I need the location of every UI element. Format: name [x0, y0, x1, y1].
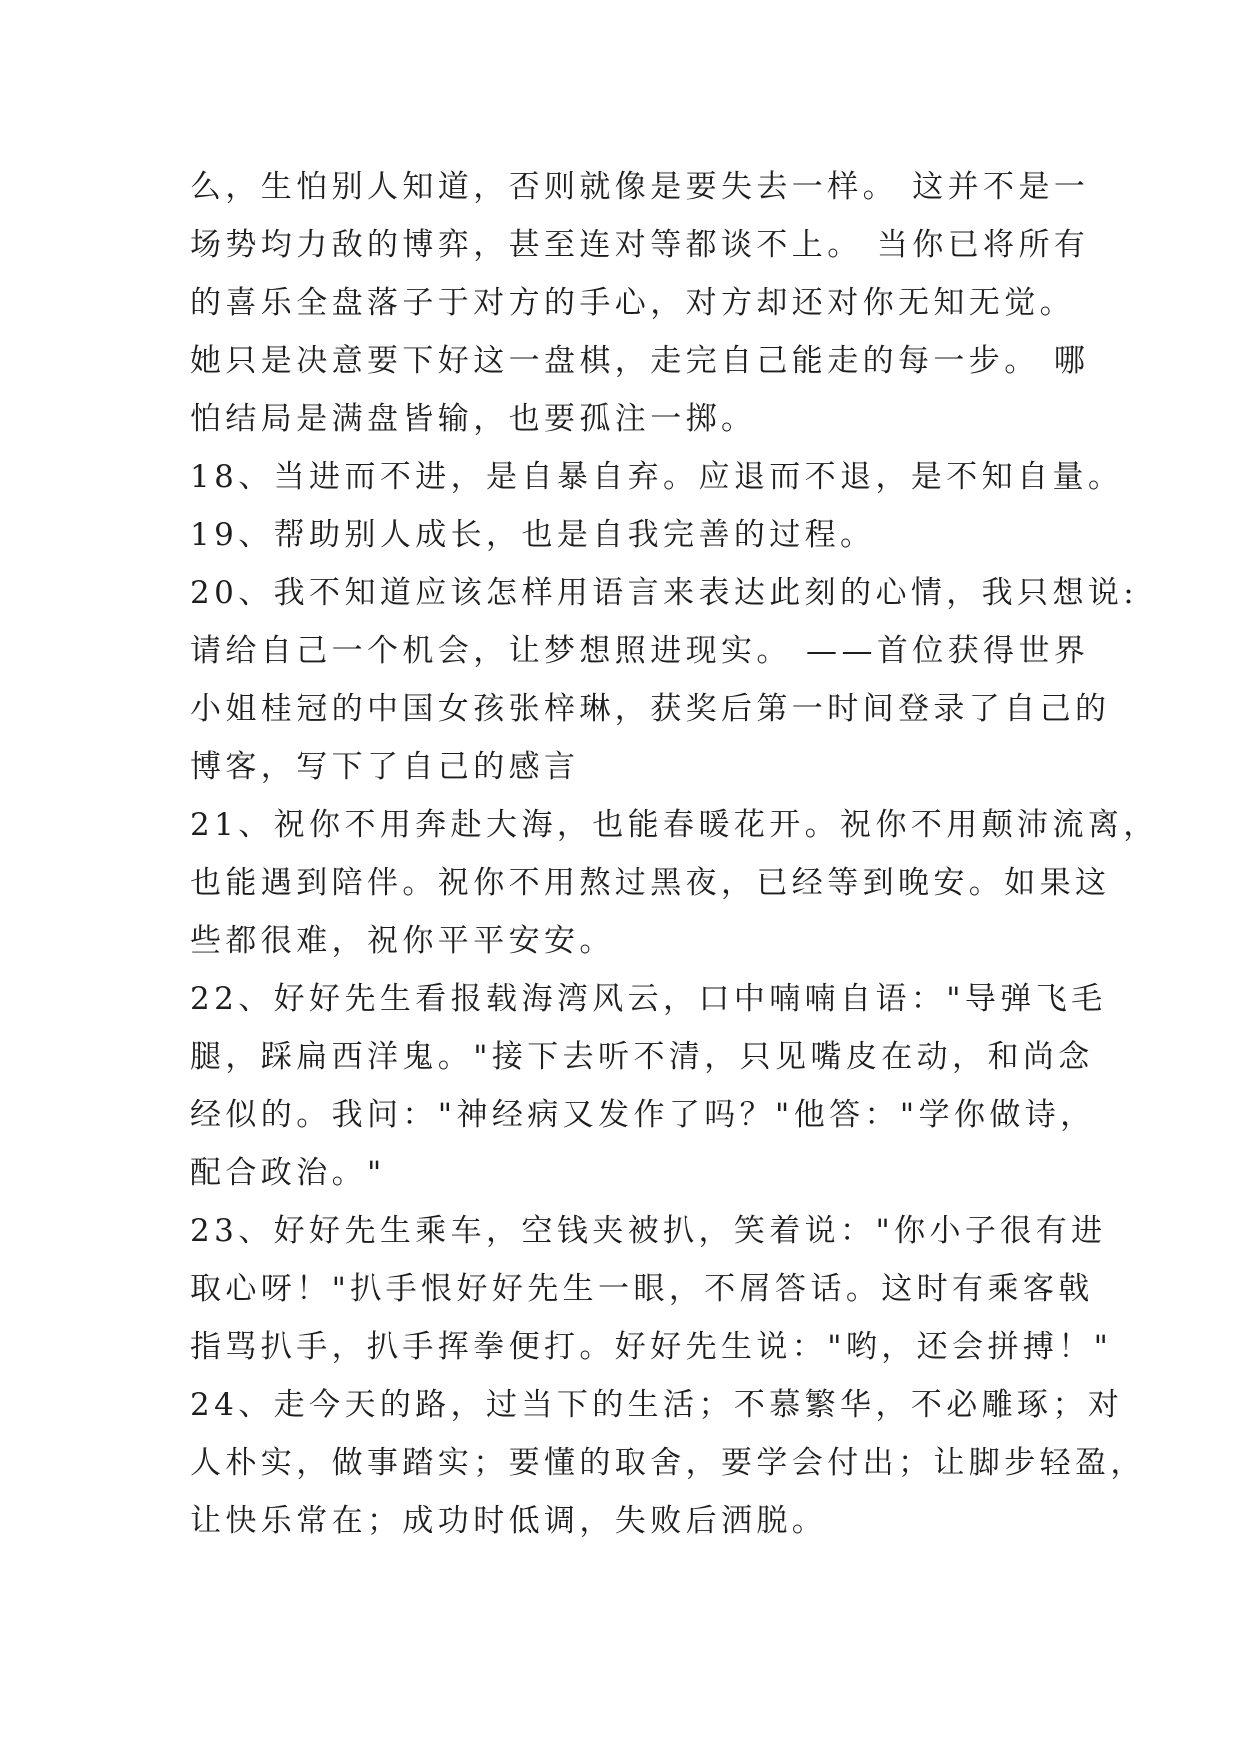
text-line: 指骂扒手，扒手挥拳便打。好好先生说："哟，还会拼搏！": [190, 1329, 1113, 1365]
text-line: 博客，写下了自己的感言: [190, 749, 580, 785]
text-line: 也能遇到陪伴。祝你不用熬过黑夜，已经等到晚安。如果这: [190, 865, 1111, 901]
text-line: 20、我不知道应该怎样用语言来表达此刻的心情，我只想说:: [190, 575, 1139, 611]
text-line: 23、好好先生乘车，空钱夹被扒，笑着说："你小子很有进: [190, 1213, 1107, 1249]
text-line: 21、祝你不用奔赴大海，也能春暖花开。祝你不用颠沛流离，: [190, 807, 1159, 843]
text-line: 些都很难，祝你平平安安。: [190, 923, 615, 959]
text-line: 22、好好先生看报载海湾风云，口中喃喃自语："导弹飞毛: [190, 981, 1107, 1017]
text-line: 腿，踩扁西洋鬼。"接下去听不清，只见嘴皮在动，和尚念: [190, 1039, 1094, 1075]
text-line: 么，生怕别人知道，否则就像是要失去一样。 这并不是一: [190, 169, 1090, 205]
text-line: 小姐桂冠的中国女孩张梓琳，获奖后第一时间登录了自己的: [190, 691, 1111, 727]
text-line: 请给自己一个机会，让梦想照进现实。 ——首位获得世界: [190, 633, 1090, 669]
text-line: 经似的。我问："神经病又发作了吗？"他答："学你做诗，: [190, 1097, 1096, 1133]
text-line: 18、当进而不进，是自暴自弃。应退而不退，是不知自量。: [190, 459, 1124, 495]
text-line: 她只是决意要下好这一盘棋，走完自己能走的每一步。 哪: [190, 343, 1090, 379]
text-line: 取心呀！"扒手恨好好先生一眼，不屑答话。这时有乘客戟: [190, 1271, 1094, 1307]
document-body: [190, 158, 1159, 1550]
text-line: 的喜乐全盘落子于对方的手心，对方却还对你无知无觉。: [190, 285, 1075, 321]
text-line: 场势均力敌的博弈，甚至连对等都谈不上。 当你已将所有: [190, 227, 1090, 263]
text-line: 人朴实，做事踏实；要懂的取舍，要学会付出；让脚步轻盈，: [190, 1445, 1146, 1481]
text-line: 配合政治。": [190, 1155, 386, 1191]
text-line: 24、走今天的路，过当下的生活；不慕繁华，不必雕琢；对: [190, 1387, 1124, 1423]
text-line: 怕结局是满盘皆输，也要孤注一掷。: [190, 401, 757, 437]
text-line: 让快乐常在；成功时低调，失败后洒脱。: [190, 1503, 828, 1539]
text-line: 19、帮助别人成长，也是自我完善的过程。: [190, 517, 876, 553]
